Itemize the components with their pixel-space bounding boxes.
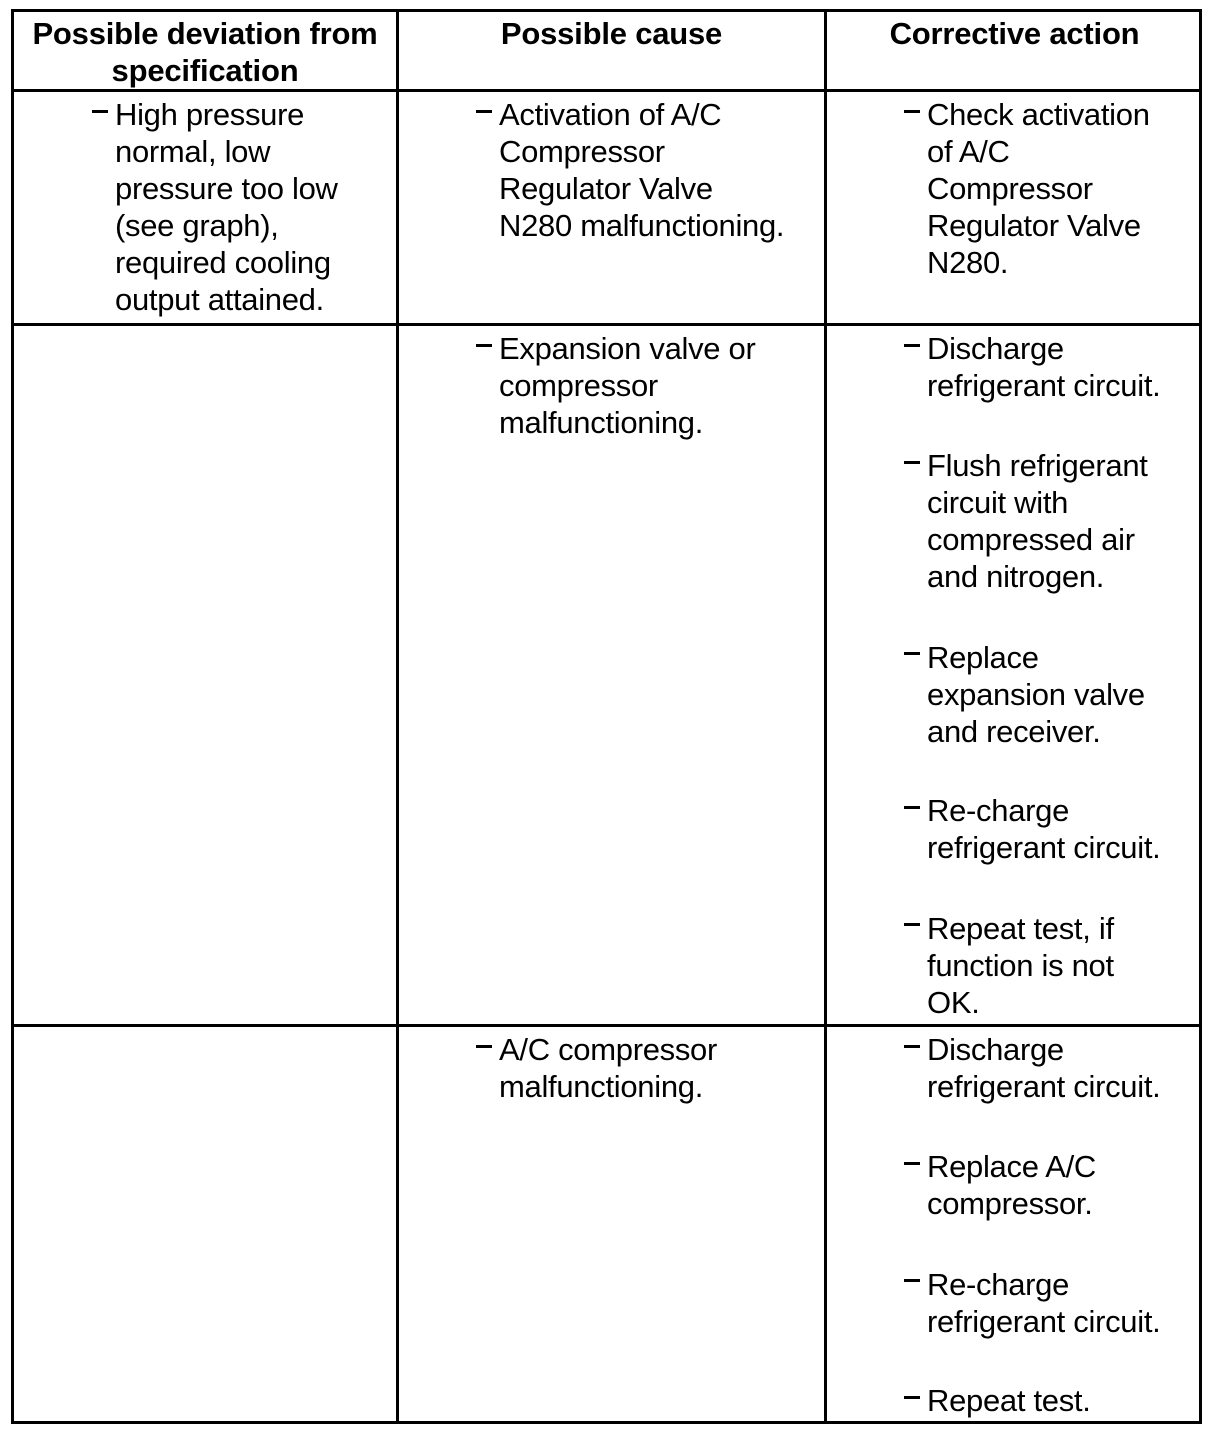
bullet-dash: [904, 1162, 920, 1165]
row2-action-1: Discharge refrigerant circuit.: [927, 331, 1161, 403]
bullet-dash: [92, 110, 108, 113]
bullet-dash: [904, 1045, 920, 1048]
row2-action-4: Re-charge refrigerant circuit.: [927, 793, 1161, 865]
row2-action-2: Flush refrigerant circuit with compressed air and nitrogen.: [927, 448, 1148, 594]
header-cause: Possible cause: [500, 16, 723, 51]
bullet-dash: [904, 806, 920, 809]
row-divider-2: [14, 1024, 1199, 1027]
row3-cause: A/C compressor malfunctioning.: [499, 1032, 718, 1104]
bullet-dash: [904, 1279, 920, 1282]
row3-action-1: Discharge refrigerant circuit.: [927, 1032, 1161, 1104]
bullet-dash: [476, 110, 492, 113]
row2-action-3: Replace expansion valve and receiver.: [927, 640, 1145, 749]
row1-deviation: High pressure normal, low pressure too low (see graph), required cooling output attained.: [115, 97, 338, 317]
row3-action-4: Repeat test.: [927, 1383, 1091, 1418]
bullet-dash: [904, 344, 920, 347]
troubleshooting-table: [11, 9, 1202, 1424]
bullet-dash: [904, 1396, 920, 1399]
bullet-dash: [904, 923, 920, 926]
bullet-dash: [904, 652, 920, 655]
header-divider: [14, 89, 1199, 92]
row2-action-5: Repeat test, if function is not OK.: [927, 911, 1114, 1020]
row3-action-2: Replace A/C compressor.: [927, 1149, 1097, 1221]
row3-action-3: Re-charge refrigerant circuit.: [927, 1267, 1161, 1339]
column-divider-1: [396, 12, 399, 1421]
bullet-dash: [476, 344, 492, 347]
row-divider-1: [14, 323, 1199, 326]
row2-cause: Expansion valve or compressor malfunctioning.: [499, 331, 756, 440]
column-divider-2: [824, 12, 827, 1421]
row1-action-1: Check activation of A/C Compressor Regulator Valve N280.: [927, 97, 1150, 280]
header-action: Corrective action: [889, 16, 1140, 51]
bullet-dash: [904, 110, 920, 113]
bullet-dash: [476, 1045, 492, 1048]
row1-cause: Activation of A/C Compressor Regulator Valve N280 malfunctioning.: [499, 97, 785, 243]
bullet-dash: [904, 461, 920, 464]
header-deviation: Possible deviation from specification: [32, 16, 378, 88]
